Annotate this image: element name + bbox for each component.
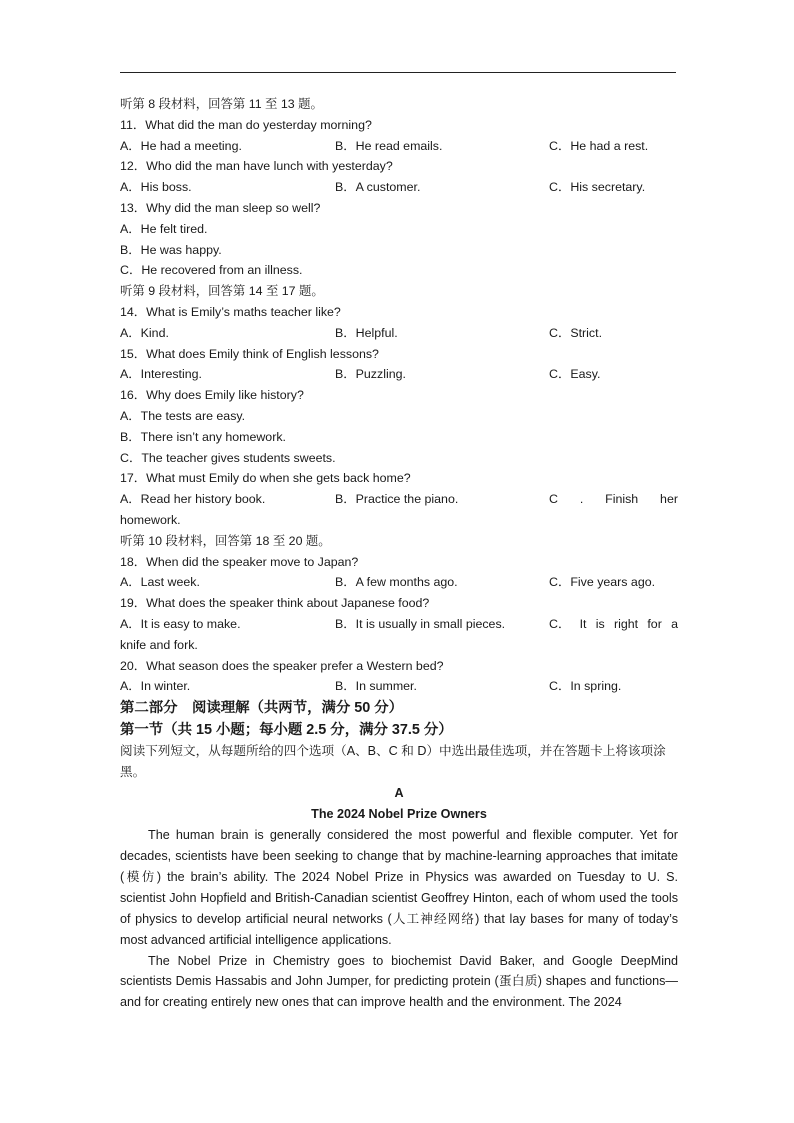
options-row bbox=[120, 136, 678, 157]
question-18: 18．When did the speaker move to Japan? bbox=[120, 554, 359, 569]
option-b: B．Helpful. bbox=[335, 325, 398, 340]
section-intro: 听第 9 段材料，回答第 14 至 17 题。 bbox=[120, 284, 324, 299]
question-14: 14．What is Emily’s maths teacher like? bbox=[120, 304, 341, 319]
option-c: C．Strict. bbox=[549, 325, 603, 340]
option-c: C．The teacher gives students sweets. bbox=[120, 450, 336, 465]
option-c: C．He recovered from an illness. bbox=[120, 263, 303, 278]
passage-paragraph: The Nobel Prize in Chemistry goes to biochemist David Baker, and Google DeepMind scientists Demis Hassabis and John Jumper, for predicting protein (蛋白质) shapes and functions—and for creating entirely new ones that can improve health and the environment. The 2024 bbox=[120, 953, 678, 1010]
passage-letter: A bbox=[394, 786, 404, 801]
question-17: 17．What must Emily do when she gets back home? bbox=[120, 471, 411, 486]
options-row bbox=[120, 614, 678, 635]
option-b: B．A customer. bbox=[335, 180, 421, 195]
question-12: 12．Who did the man have lunch with yesterday? bbox=[120, 159, 393, 174]
option-b: B．It is usually in small pieces. bbox=[335, 616, 506, 631]
options-row bbox=[120, 572, 678, 593]
options-row bbox=[120, 489, 678, 510]
question-19: 19．What does the speaker think about Japanese food? bbox=[120, 596, 430, 611]
option-c-first-line: C． It is right for a bbox=[549, 616, 678, 631]
options-row bbox=[120, 323, 678, 344]
option-a: A．Last week. bbox=[120, 575, 200, 590]
question-16: 16．Why does Emily like history? bbox=[120, 388, 304, 403]
option-b: B．There isn’t any homework. bbox=[120, 429, 286, 444]
question-13: 13．Why did the man sleep so well? bbox=[120, 200, 321, 215]
options-row bbox=[120, 364, 678, 385]
option-c-continued: homework. bbox=[120, 512, 181, 527]
question-15: 15．What does Emily think of English lessons? bbox=[120, 346, 379, 361]
exam-page bbox=[120, 94, 678, 1013]
section-intro: 听第 8 段材料，回答第 11 至 13 题。 bbox=[120, 97, 323, 111]
passage-paragraph: The human brain is generally considered the most powerful and flexible computer. Yet for decades, scientists have been seeking to change that by machine-learning approaches that imitate (模仿) the brain’s ability. The 2024 Nobel Prize in Physics was awarded on Tuesday to U. S. scientist John Hopfield and British-Canadian scientist Geoffrey Hinton, each of whom used the tools of physics to develop artificial neural networks (人工神经网络) that lay bases for many of today’s most advanced artificial intelligence applications. bbox=[120, 828, 678, 947]
option-a: A．He had a meeting. bbox=[120, 138, 242, 153]
option-b: B．In summer. bbox=[335, 679, 417, 694]
option-a: A．The tests are easy. bbox=[120, 408, 246, 423]
option-c: C．He had a rest. bbox=[549, 138, 649, 153]
section-intro: 听第 10 段材料，回答第 18 至 20 题。 bbox=[120, 533, 331, 548]
option-c: C．Five years ago. bbox=[549, 575, 656, 590]
option-a: A．It is easy to make. bbox=[120, 616, 241, 631]
option-c: C．Easy. bbox=[549, 367, 601, 382]
option-a: A．He felt tired. bbox=[120, 221, 208, 236]
question-20: 20．What season does the speaker prefer a Western bed? bbox=[120, 658, 444, 673]
option-b: B．He read emails. bbox=[335, 138, 443, 153]
passage-title: The 2024 Nobel Prize Owners bbox=[311, 807, 487, 822]
section-title: 第一节（共 15 小题；每小题 2.5 分，满分 37.5 分） bbox=[120, 722, 453, 739]
options-row bbox=[120, 676, 678, 697]
option-b: B．Practice the piano. bbox=[335, 492, 459, 507]
option-a: A．In winter. bbox=[120, 679, 191, 694]
option-c-continued: knife and fork. bbox=[120, 637, 198, 652]
option-b: B．Puzzling. bbox=[335, 367, 406, 382]
option-a: A．Kind. bbox=[120, 325, 169, 340]
option-c: C．In spring. bbox=[549, 679, 622, 694]
option-b: B．He was happy. bbox=[120, 242, 222, 257]
part-title: 第二部分 阅读理解（共两节，满分 50 分） bbox=[120, 700, 404, 717]
question-11: 11．What did the man do yesterday morning? bbox=[120, 117, 372, 132]
option-c-first-line: C . Finish her bbox=[549, 492, 678, 507]
header-rule bbox=[120, 72, 676, 73]
instructions: 阅读下列短文，从每题所给的四个选项（A、B、C 和 D）中选出最佳选项，并在答题卡上将该项涂黑。 bbox=[120, 744, 666, 780]
option-a: A．Read her history book. bbox=[120, 492, 266, 507]
option-b: B．A few months ago. bbox=[335, 575, 458, 590]
options-row bbox=[120, 177, 678, 198]
option-a: A．Interesting. bbox=[120, 367, 202, 382]
option-c: C．His secretary. bbox=[549, 180, 646, 195]
option-a: A．His boss. bbox=[120, 180, 192, 195]
